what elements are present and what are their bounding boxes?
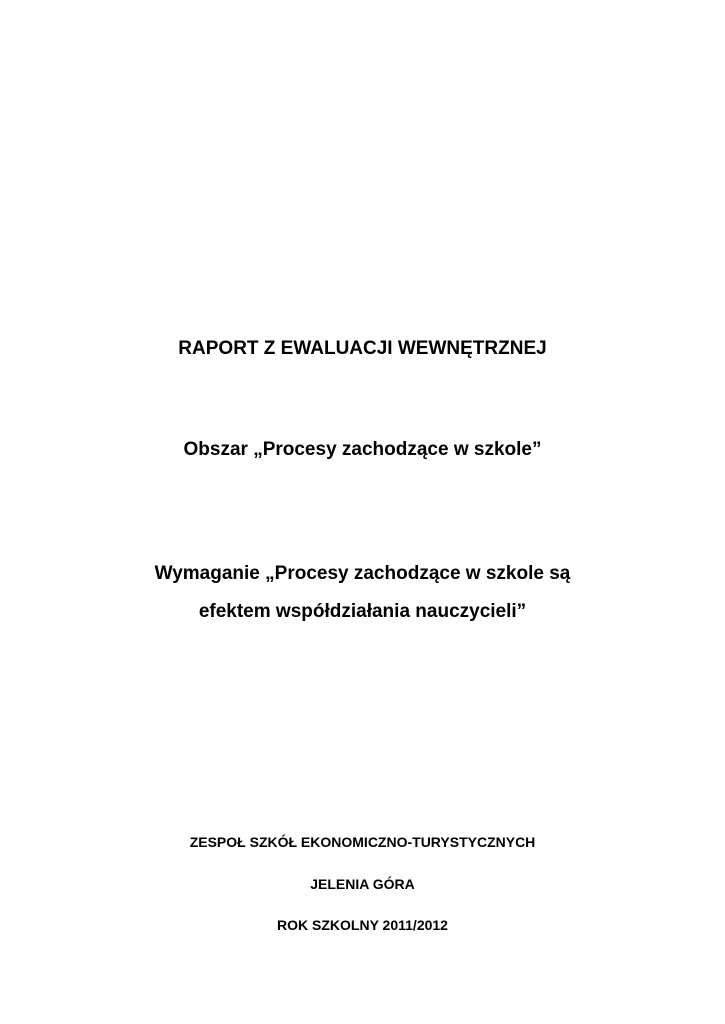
requirement-line-1: Wymaganie „Procesy zachodzące w szkole są [154,563,571,584]
city-name: JELENIA GÓRA [310,876,415,892]
requirement-line-2: efektem współdziałania nauczycieli” [198,601,527,622]
school-year: ROK SZKOLNY 2011/2012 [277,917,448,933]
area-heading: Obszar „Procesy zachodzące w szkole” [183,439,542,460]
school-name: ZESPOŁ SZKÓŁ EKONOMICZNO-TURYSTYCZNYCH [189,834,536,850]
report-title: RAPORT Z EWALUACJI WEWNĘTRZNEJ [178,338,547,359]
